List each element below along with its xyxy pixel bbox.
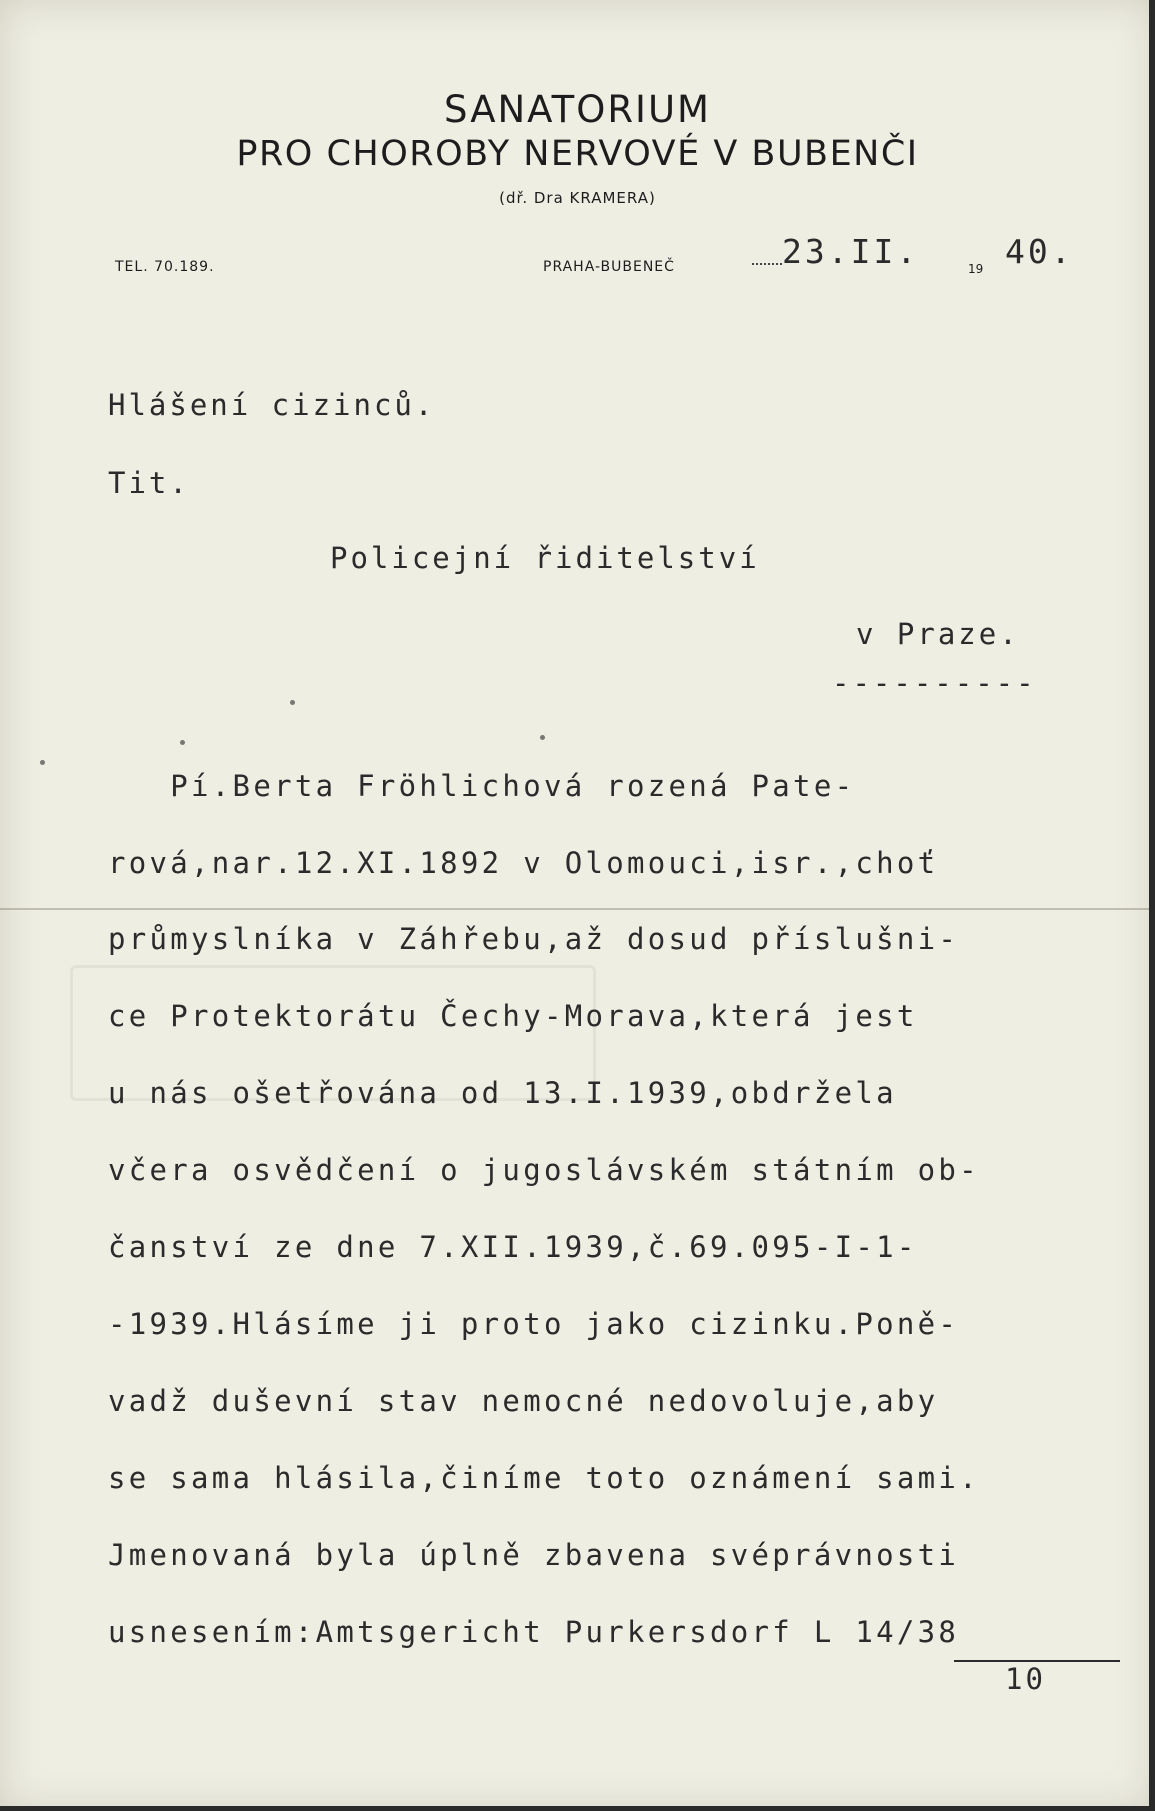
addressee-line-2: v Praze. xyxy=(856,617,1020,651)
ink-speck xyxy=(180,740,185,745)
body-line: -1939.Hlásíme ji proto jako cizinku.Poně- xyxy=(108,1307,960,1341)
date-year: 40. xyxy=(1005,232,1074,271)
letterhead-owner: (dř. Dra KRAMERA) xyxy=(499,189,656,207)
letterhead-subtitle: PRO CHOROBY NERVOVÉ V BUBENČI xyxy=(236,134,919,174)
letterhead-place: PRAHA-BUBENEČ xyxy=(543,259,675,275)
body-line: průmyslníka v Záhřebu,až dosud příslušni- xyxy=(108,922,960,956)
ink-speck xyxy=(540,735,545,740)
date-day-month: 23.II. xyxy=(782,232,920,271)
body-line: se sama hlásila,činíme toto oznámení sami. xyxy=(108,1461,980,1495)
body-line: čanství ze dne 7.XII.1939,č.69.095-I-1- xyxy=(108,1230,918,1264)
salutation: Tit. xyxy=(108,466,190,500)
body-line: Pí.Berta Fröhlichová rozená Pate- xyxy=(108,769,856,803)
ink-speck xyxy=(40,760,45,765)
body-line: vadž duševní stav nemocné nedovoluje,aby xyxy=(108,1384,939,1418)
letterhead-title: SANATORIUM xyxy=(444,88,711,131)
ink-speck xyxy=(290,700,295,705)
body-line: Jmenovaná byla úplně zbavena svéprávnosti xyxy=(108,1538,960,1572)
addressee-rule: ---------- xyxy=(832,666,1037,700)
body-line: rová,nar.12.XI.1892 v Olomouci,isr.,choť xyxy=(108,846,939,880)
letterhead-phone: TEL. 70.189. xyxy=(115,259,215,275)
body-line: u nás ošetřována od 13.I.1939,obdržela xyxy=(108,1076,897,1110)
body-line: usnesením:Amtsgericht Purkersdorf L 14/38 xyxy=(108,1615,960,1649)
body-line: ce Protektorátu Čechy-Morava,která jest xyxy=(108,999,918,1033)
page-edge-bottom xyxy=(0,1806,1155,1811)
letter-subject: Hlášení cizinců. xyxy=(108,388,436,422)
addressee-line-1: Policejní řiditelství xyxy=(330,541,760,575)
year-prefix: 19 xyxy=(968,262,984,276)
page-edge-right xyxy=(1149,0,1155,1811)
body-line: včera osvědčení o jugoslávském státním ob- xyxy=(108,1153,980,1187)
date-dotted-line xyxy=(752,263,782,265)
reference-denominator: 10 xyxy=(1005,1662,1046,1696)
paper-fold-line xyxy=(0,908,1155,910)
